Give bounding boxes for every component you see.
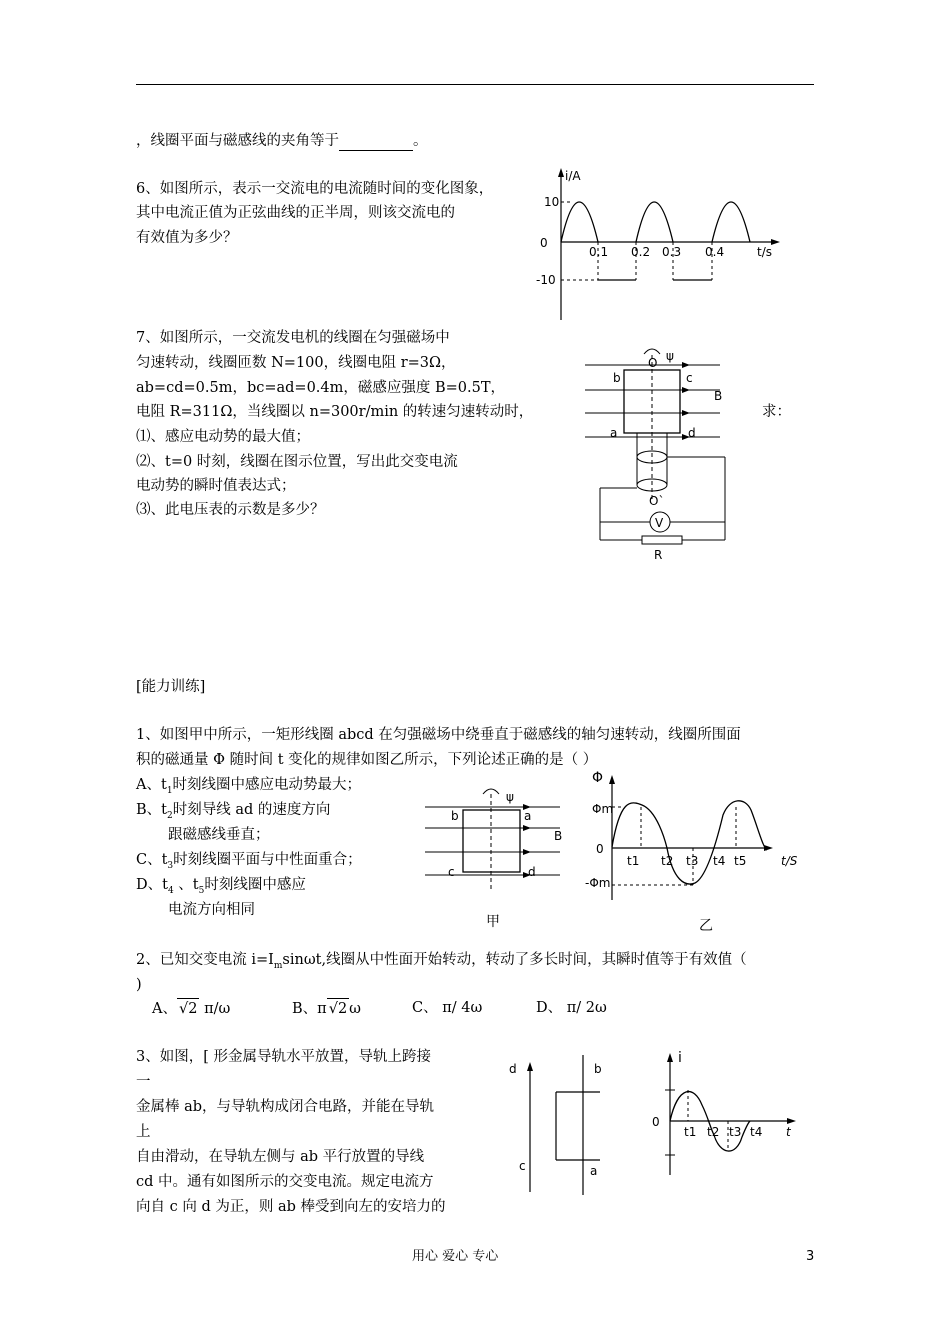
footer-motto: 用心 爱心 专心 — [412, 1249, 499, 1264]
tick-label: t3 — [729, 1125, 742, 1139]
p2-line: 2、已知交变电流 $i=I_m\sin\omega t$,线圈从中性面开始转动，转动了多长时间，其瞬时值等于有效值（ — [136, 952, 747, 971]
x-axis-arrow — [771, 239, 780, 245]
q6-line-2: 其中电流正值为正弦曲线的正半周，则该交流电的 — [136, 205, 455, 221]
y-axis-label: Φ — [592, 770, 604, 786]
corner-b-label: b — [613, 371, 621, 385]
corner-d-label: d — [528, 865, 536, 879]
y-zero-label: 0 — [596, 842, 604, 856]
psi-label: ψ — [506, 790, 514, 804]
q7-part-3: ⑶、此电压表的示数是多少？ — [136, 502, 325, 518]
p3-line-2-wrap: 上 — [136, 1124, 151, 1140]
p3-line-4: cd 中。通有如图所示的交变电流。规定电流方 — [136, 1174, 434, 1190]
voltmeter-label: V — [655, 516, 664, 530]
resistor — [642, 536, 682, 544]
y-axis-arrow — [558, 168, 564, 177]
q7-part-1: ⑴、感应电动势的最大值； — [136, 429, 310, 445]
y-axis-arrow — [667, 1053, 673, 1062]
q6-current-graph — [530, 165, 790, 325]
y-zero-label: 0 — [652, 1115, 660, 1129]
flux-curve — [612, 801, 767, 884]
p1-option-d[interactable]: D、$t_4$ 、$t_5$时刻线圈中感应 — [136, 877, 306, 896]
answer-blank[interactable] — [339, 136, 413, 151]
y-min-label: -10 — [536, 273, 556, 287]
q7-generator-diagram — [580, 340, 750, 565]
p2-close: ) — [136, 977, 142, 993]
corner-d-label: d — [688, 426, 696, 440]
q5-tail: ，线圈平面与磁感线的夹角等于 。 — [136, 133, 428, 149]
q6-line-3: 有效值为多少？ — [136, 230, 238, 246]
q7-part-2: ⑵、t=0 时刻，线圈在图示位置，写出此交变电流 — [136, 454, 458, 470]
y-axis-label: i/A — [565, 169, 581, 183]
p2-option-d[interactable]: D、 π/ 2ω — [536, 1000, 607, 1016]
x-axis-label: t — [786, 1125, 791, 1139]
corner-a-label: a — [610, 426, 618, 440]
wire-cd-arrow — [527, 1062, 533, 1071]
x-axis-label: t/S — [781, 854, 798, 868]
p3-line-1-wrap: 一 — [136, 1074, 151, 1090]
tick-label: t1 — [684, 1125, 697, 1139]
tick-label: t2 — [707, 1125, 720, 1139]
psi-label: ψ — [666, 349, 674, 363]
field-B-label: B — [554, 829, 563, 843]
corner-c-label: c — [686, 371, 693, 385]
tick-label: 0.1 — [589, 245, 609, 259]
p1-option-d-cont: 电流方向相同 — [168, 902, 255, 918]
tick-label: t2 — [661, 854, 674, 868]
y-max-label: 10 — [544, 195, 560, 209]
half-wave-3 — [712, 202, 750, 242]
corner-b-label: b — [451, 809, 459, 823]
y-max-label: Φm — [592, 802, 614, 816]
section-title: [能力训练] — [136, 679, 206, 695]
y-min-label: -Φm — [585, 876, 611, 890]
caption-yi: 乙 — [699, 918, 713, 934]
page-number: 3 — [806, 1249, 815, 1264]
y-axis-arrow — [609, 775, 615, 784]
rotation-arrow — [483, 789, 499, 794]
q7-line-1: 7、如图所示，一交流发电机的线圈在匀强磁场中 — [136, 330, 450, 346]
corner-a-label: a — [524, 809, 532, 823]
p2-option-b[interactable]: B、π √2 ω — [292, 998, 361, 1019]
q6-line-1: 6、如图所示，表示一交流电的电流随时间的变化图象， — [136, 181, 494, 197]
tick-label: t3 — [686, 854, 699, 868]
p3-line-2: 金属棒 ab，与导轨构成闭合电路，并能在导轨 — [136, 1099, 435, 1115]
p3-rail-diagram — [500, 1050, 620, 1200]
p1-option-b-cont: 跟磁感线垂直； — [168, 827, 270, 843]
p2-option-a[interactable]: A、 √2 π/ω — [152, 998, 230, 1019]
tick-label: 0.2 — [631, 245, 651, 259]
label-b: b — [594, 1062, 602, 1076]
axis-O-label: O — [648, 356, 658, 370]
y-zero-label: 0 — [540, 236, 548, 250]
header-rule — [136, 84, 814, 85]
axis-O2-label: O` — [649, 494, 665, 508]
q7-part-2-cont: 电动势的瞬时值表达式； — [136, 478, 296, 494]
resistor-label: R — [654, 548, 663, 562]
p1-line-2: 积的磁通量 Φ 随时间 t 变化的规律如图乙所示，下列论述正确的是（ ） — [136, 752, 598, 768]
corner-c-label: c — [448, 865, 455, 879]
y-axis-label: i — [678, 1050, 682, 1066]
p3-line-5: 向自 c 向 d 为正，则 ab 棒受到向左的安培力的 — [136, 1199, 446, 1215]
tick-label: t4 — [713, 854, 726, 868]
p3-line-1: 3、如图，[ 形金属导轨水平放置，导轨上跨接 — [136, 1049, 431, 1065]
p3-current-graph — [640, 1045, 810, 1180]
q7-line-4: 电阻 R=311Ω，当线圈以 n=300r/min 的转速匀速转动时， — [136, 404, 534, 420]
tick-label: t5 — [734, 854, 747, 868]
tick-label: t4 — [750, 1125, 763, 1139]
p1-coil-diagram-jia — [420, 780, 575, 930]
label-d: d — [509, 1062, 517, 1076]
label-c: c — [519, 1159, 526, 1173]
p1-option-b[interactable]: B、$t_2$时刻导线 ad 的速度方向 — [136, 802, 331, 821]
rotation-arrow — [644, 349, 660, 354]
p1-option-a[interactable]: A、$t_1$时刻线圈中感应电动势最大； — [136, 777, 362, 796]
half-wave-2 — [636, 202, 673, 242]
x-axis-arrow — [787, 1118, 796, 1124]
x-axis-label: t/s — [757, 245, 772, 259]
label-a: a — [590, 1164, 598, 1178]
q7-line-3: ab=cd=0.5m，bc=ad=0.4m，磁感应强度 B=0.5T， — [136, 380, 506, 396]
caption-jia: 甲 — [486, 914, 500, 930]
q7-line-2: 匀速转动，线圈匝数 N=100，线圈电阻 r=3Ω， — [136, 355, 456, 371]
q7-ask: 求： — [762, 404, 791, 420]
field-B-label: B — [714, 389, 723, 403]
half-wave-1 — [561, 202, 598, 242]
tick-label: t1 — [627, 854, 640, 868]
p1-option-c[interactable]: C、$t_3$时刻线圈平面与中性面重合； — [136, 852, 362, 871]
p3-line-3: 自由滑动，在导轨左侧与 ab 平行放置的导线 — [136, 1149, 425, 1165]
p1-line-1: 1、如图甲中所示，一矩形线圈 abcd 在匀强磁场中绕垂直于磁感线的轴匀速转动，线圈所围面 — [136, 727, 741, 743]
coil — [463, 810, 520, 872]
tick-label: 0.4 — [705, 245, 725, 259]
p2-option-c[interactable]: C、 π/ 4ω — [412, 1000, 483, 1016]
p1-flux-graph-yi — [585, 765, 805, 935]
tick-label: 0.3 — [662, 245, 682, 259]
